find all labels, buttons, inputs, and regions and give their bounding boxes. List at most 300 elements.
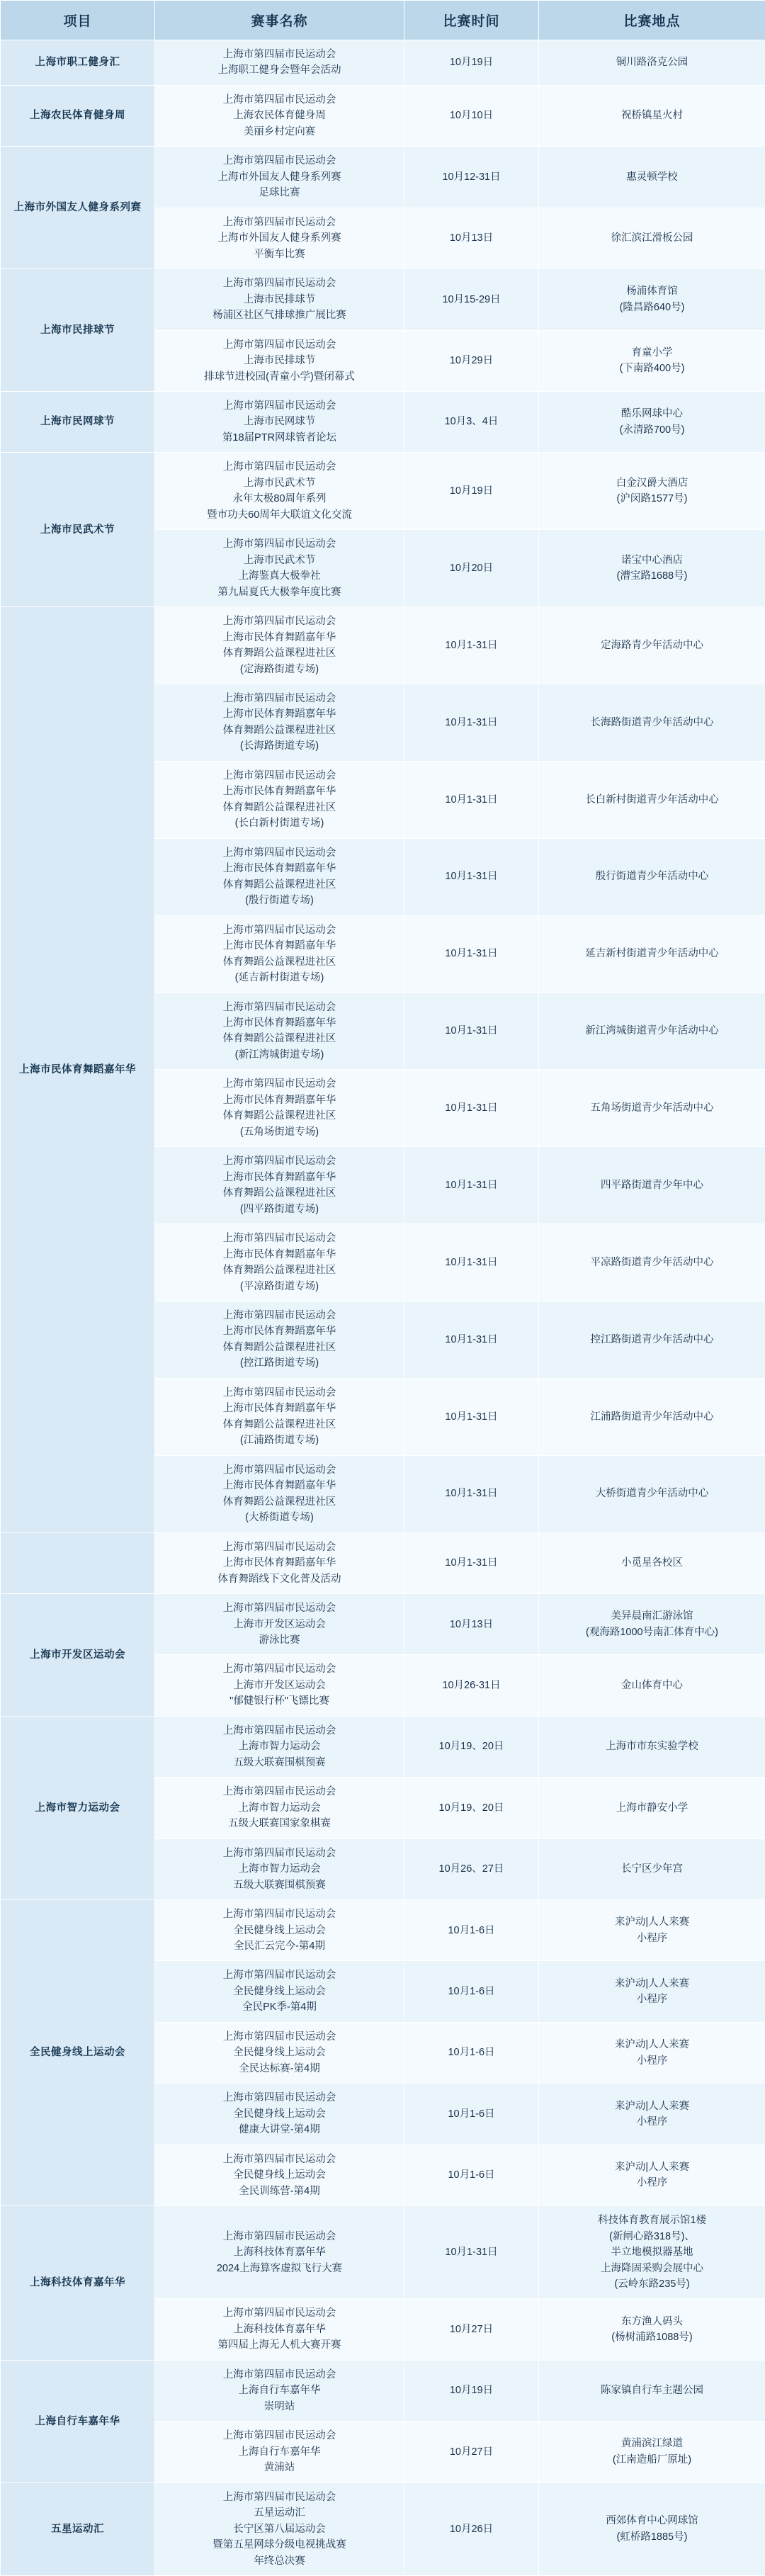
event-name-line: (五角场街道专场): [161, 1124, 398, 1140]
event-name-line: 上海职工健身会暨年会活动: [161, 62, 398, 78]
event-name-line: 上海鉴真大极拳社: [161, 568, 398, 584]
event-place-cell: [539, 269, 765, 330]
event-name-line: 上海农民体育健身周: [161, 108, 398, 123]
event-name-line: (江浦路街道专场): [161, 1433, 398, 1448]
event-name-line: 崇明站: [161, 2399, 398, 2414]
event-place-line: 来沪动|人人来赛: [545, 2098, 759, 2114]
table-row: [1, 1716, 765, 1777]
table-row: [1, 391, 765, 452]
event-place-cell: [539, 993, 765, 1070]
event-name-cell: [155, 1224, 404, 1301]
event-name-cell: [155, 838, 404, 915]
event-name-line: 上海市民体育舞蹈嘉年华: [161, 938, 398, 954]
event-name-line: 第18届PTR网球管者论坛: [161, 430, 398, 446]
event-name-line: 上海市民体育舞蹈嘉年华: [161, 1170, 398, 1185]
event-place-line: 白金汉爵大酒店: [545, 475, 759, 491]
event-place-cell: [539, 1716, 765, 1777]
event-place-line: (杨树浦路1088号): [545, 2329, 759, 2345]
event-name-line: 全民PK季-第4期: [161, 1999, 398, 2015]
event-name-line: 上海市第四届市民运动会: [161, 691, 398, 706]
event-place-line: 四平路街道青少年中心: [545, 1177, 759, 1193]
event-place-line: 上海降固采购会展中心: [545, 2261, 759, 2276]
event-name-line: 体育舞蹈公益课程进社区: [161, 877, 398, 893]
header-cell-event-time: 比赛时间: [404, 1, 539, 40]
event-place-line: 长海路街道青少年活动中心: [545, 715, 759, 730]
event-time-cell: 10月3、4日: [404, 391, 539, 452]
event-name-line: 上海市第四届市民运动会: [161, 614, 398, 629]
event-name-line: 足球比赛: [161, 185, 398, 200]
event-name-line: 上海市第四届市民运动会: [161, 337, 398, 353]
table-row: [1, 2360, 765, 2421]
event-name-line: 排球节进校园(青童小学)暨闭幕式: [161, 369, 398, 385]
event-name-line: 上海市第四届市民运动会: [161, 1385, 398, 1401]
event-name-cell: [155, 993, 404, 1070]
event-time-cell: 10月1-31日: [404, 1301, 539, 1379]
event-name-line: 年终总决赛: [161, 2553, 398, 2569]
category-cell: 上海农民体育健身周: [1, 85, 155, 146]
event-name-line: 体育舞蹈公益课程进社区: [161, 1185, 398, 1201]
event-name-cell: [155, 40, 404, 86]
event-place-line: 东方渔人码头: [545, 2314, 759, 2329]
event-name-line: 上海市外国友人健身系列赛: [161, 230, 398, 246]
event-place-cell: [539, 2482, 765, 2575]
event-name-line: (四平路街道专场): [161, 1202, 398, 1217]
event-name-line: (延吉新村街道专场): [161, 970, 398, 985]
event-time-cell: 10月19日: [404, 2360, 539, 2421]
event-name-line: 上海市民体育舞蹈嘉年华: [161, 1092, 398, 1108]
event-place-line: 来沪动|人人来赛: [545, 2159, 759, 2175]
event-place-line: 延吉新村街道青少年活动中心: [545, 946, 759, 961]
event-time-cell: 10月1-31日: [404, 1455, 539, 1532]
event-name-line: 平衡车比赛: [161, 247, 398, 262]
event-place-cell: [539, 453, 765, 530]
event-name-cell: [155, 208, 404, 269]
table-row: [1, 147, 765, 208]
event-time-cell: 10月27日: [404, 2422, 539, 2482]
event-name-line: 全民汇云完今-第4期: [161, 1938, 398, 1954]
event-name-cell: [155, 1147, 404, 1224]
event-name-line: 上海市第四届市民运动会: [161, 2428, 398, 2444]
event-place-cell: [539, 330, 765, 391]
event-name-cell: [155, 1532, 404, 1593]
event-place-line: (虹桥路1885号): [545, 2529, 759, 2545]
event-name-line: 全民训练营-第4期: [161, 2184, 398, 2199]
event-place-line: 西郊体育中心网球馆: [545, 2513, 759, 2529]
event-time-cell: 10月19日: [404, 40, 539, 86]
event-place-cell: [539, 1961, 765, 2022]
event-name-cell: [155, 85, 404, 146]
event-name-line: "郁健银行杯"飞镖比赛: [161, 1693, 398, 1709]
event-place-line: 杨浦体育馆: [545, 283, 759, 299]
event-name-line: 上海市民体育舞蹈嘉年华: [161, 784, 398, 799]
event-name-line: 2024上海算客虚拟飞行大赛: [161, 2261, 398, 2276]
event-name-cell: [155, 2145, 404, 2205]
event-name-line: 体育舞蹈公益课程进社区: [161, 1108, 398, 1124]
event-name-line: 全民健身线上运动会: [161, 1923, 398, 1938]
event-place-line: (江南造船厂原址): [545, 2452, 759, 2468]
event-time-cell: 10月13日: [404, 1594, 539, 1655]
event-name-line: 体育舞蹈公益课程进社区: [161, 1340, 398, 1355]
event-place-cell: [539, 607, 765, 684]
event-name-line: 上海市民体育舞蹈嘉年华: [161, 1323, 398, 1339]
event-place-cell: [539, 684, 765, 762]
event-place-line: 来沪动|人人来赛: [545, 1976, 759, 1992]
event-name-line: 五级大联赛围棋预赛: [161, 1755, 398, 1770]
event-time-cell: 10月26-31日: [404, 1655, 539, 1716]
event-name-line: 上海市民武术节: [161, 553, 398, 568]
event-place-line: (沪闵路1577号): [545, 491, 759, 507]
event-name-line: 上海市民排球节: [161, 353, 398, 368]
event-place-line: 来沪动|人人来赛: [545, 1914, 759, 1930]
event-time-cell: 10月1-31日: [404, 761, 539, 838]
event-place-cell: [539, 40, 765, 86]
category-cell: 上海市外国友人健身系列赛: [1, 147, 155, 269]
event-name-line: 全民健身线上运动会: [161, 2106, 398, 2122]
event-name-line: 上海市第四届市民运动会: [161, 1784, 398, 1800]
event-place-line: 惠灵顿学校: [545, 169, 759, 185]
event-place-line: 大桥街道青少年活动中心: [545, 1486, 759, 1501]
event-name-line: 上海市民体育舞蹈嘉年华: [161, 1247, 398, 1262]
table-row: [1, 2206, 765, 2299]
header-cell-project: 项目: [1, 1, 155, 40]
event-place-line: 殷行街道青少年活动中心: [545, 869, 759, 884]
event-name-cell: [155, 1594, 404, 1655]
event-time-cell: 10月26日: [404, 2482, 539, 2575]
event-name-cell: [155, 2422, 404, 2482]
event-name-cell: [155, 2360, 404, 2421]
event-name-cell: [155, 2084, 404, 2145]
event-name-cell: [155, 1716, 404, 1777]
event-time-cell: 10月12-31日: [404, 147, 539, 208]
header-row: [1, 1, 765, 40]
event-place-line: 上海市市东实验学校: [545, 1739, 759, 1754]
event-name-line: (平凉路街道专场): [161, 1279, 398, 1294]
event-name-line: 上海市第四届市民运动会: [161, 2367, 398, 2383]
header-cell-event-place: 比赛地点: [539, 1, 765, 40]
event-name-line: 上海自行车嘉年华: [161, 2444, 398, 2460]
event-name-line: 上海市智力运动会: [161, 1739, 398, 1754]
event-place-cell: [539, 1532, 765, 1593]
event-name-cell: [155, 2206, 404, 2299]
event-place-line: 小程序: [545, 2175, 759, 2191]
event-place-line: (永清路700号): [545, 422, 759, 438]
event-name-line: 全民健身线上运动会: [161, 1984, 398, 1999]
event-name-line: 体育舞蹈公益课程进社区: [161, 723, 398, 738]
event-name-cell: [155, 607, 404, 684]
event-name-line: (定海路街道专场): [161, 662, 398, 677]
event-name-cell: [155, 453, 404, 530]
event-time-cell: 10月1-31日: [404, 915, 539, 993]
category-cell: 上海市智力运动会: [1, 1716, 155, 1899]
event-place-cell: [539, 391, 765, 452]
event-time-cell: 10月29日: [404, 330, 539, 391]
event-name-line: 暨市功夫60周年大联谊文化交流: [161, 507, 398, 523]
event-place-cell: [539, 761, 765, 838]
event-place-cell: [539, 2145, 765, 2205]
event-name-line: 五级大联赛围棋预赛: [161, 1877, 398, 1893]
event-place-line: (漕宝路1688号): [545, 568, 759, 584]
event-time-cell: 10月1-6日: [404, 2145, 539, 2205]
event-name-line: 上海市民网球节: [161, 414, 398, 429]
table-row: [1, 453, 765, 530]
event-name-line: (控江路街道专场): [161, 1355, 398, 1371]
event-place-cell: [539, 208, 765, 269]
event-name-line: (大桥街道专场): [161, 1510, 398, 1525]
event-name-line: 游泳比赛: [161, 1632, 398, 1648]
event-time-cell: 10月13日: [404, 208, 539, 269]
event-place-line: 小程序: [545, 1992, 759, 2007]
event-name-line: 五级大联赛国家象棋赛: [161, 1816, 398, 1831]
event-place-cell: [539, 1655, 765, 1716]
event-place-line: 育童小学: [545, 345, 759, 361]
event-name-line: 体育舞蹈公益课程进社区: [161, 1031, 398, 1046]
event-place-cell: [539, 838, 765, 915]
event-name-line: 体育舞蹈公益课程进社区: [161, 800, 398, 815]
event-place-cell: [539, 2206, 765, 2299]
event-name-line: 美丽乡村定向赛: [161, 124, 398, 140]
event-name-line: 上海市民排球节: [161, 292, 398, 307]
event-time-cell: 10月1-6日: [404, 2022, 539, 2083]
event-name-line: 上海市民体育舞蹈嘉年华: [161, 706, 398, 722]
table-row: [1, 1532, 765, 1593]
event-name-line: 上海市民体育舞蹈嘉年华: [161, 1478, 398, 1493]
event-name-line: 上海市第四届市民运动会: [161, 1906, 398, 1922]
event-place-line: 小程序: [545, 2114, 759, 2130]
event-name-cell: [155, 391, 404, 452]
event-place-cell: [539, 915, 765, 993]
event-name-cell: [155, 761, 404, 838]
event-name-line: 上海市开发区运动会: [161, 1678, 398, 1693]
event-time-cell: 10月19日: [404, 453, 539, 530]
event-name-cell: [155, 2022, 404, 2083]
event-time-cell: 10月1-6日: [404, 2084, 539, 2145]
event-place-line: (云岭东路235号): [545, 2276, 759, 2292]
event-place-cell: [539, 2022, 765, 2083]
event-time-cell: 10月10日: [404, 85, 539, 146]
event-name-line: 永年太极80周年系列: [161, 491, 398, 507]
event-time-cell: 10月1-31日: [404, 838, 539, 915]
header-cell-event-name: 赛事名称: [155, 1, 404, 40]
event-place-line: (下南路400号): [545, 361, 759, 376]
event-time-cell: 10月1-31日: [404, 1070, 539, 1147]
event-place-line: 半立地模拟器基地: [545, 2244, 759, 2260]
event-name-line: 上海市第四届市民运动会: [161, 215, 398, 230]
event-time-cell: 10月1-6日: [404, 1900, 539, 1961]
event-name-line: 体育舞蹈公益课程进社区: [161, 954, 398, 970]
event-name-line: 上海自行车嘉年华: [161, 2383, 398, 2398]
event-time-cell: 10月1-31日: [404, 993, 539, 1070]
event-name-line: 上海市第四届市民运动会: [161, 1723, 398, 1739]
event-place-cell: [539, 1378, 765, 1455]
event-time-cell: 10月1-31日: [404, 607, 539, 684]
event-name-cell: [155, 147, 404, 208]
event-place-cell: [539, 530, 765, 607]
event-time-cell: 10月1-31日: [404, 2206, 539, 2299]
event-time-cell: 10月15-29日: [404, 269, 539, 330]
event-place-line: 长白新村街道青少年活动中心: [545, 792, 759, 808]
event-name-line: 全民健身线上运动会: [161, 2045, 398, 2060]
event-place-cell: [539, 85, 765, 146]
category-cell: 上海市民排球节: [1, 269, 155, 392]
event-name-cell: [155, 269, 404, 330]
event-name-line: (新江湾城街道专场): [161, 1047, 398, 1063]
event-name-line: 上海市第四届市民运动会: [161, 1967, 398, 1983]
event-name-line: 上海市第四届市民运动会: [161, 1846, 398, 1861]
event-place-line: 来沪动|人人来赛: [545, 2037, 759, 2052]
event-name-line: 上海市第四届市民运动会: [161, 1231, 398, 1246]
event-time-cell: 10月1-31日: [404, 1224, 539, 1301]
event-name-line: 上海市第四届市民运动会: [161, 845, 398, 861]
event-name-line: 体育舞蹈线下文化普及活动: [161, 1571, 398, 1587]
event-place-line: 祝桥镇星火村: [545, 108, 759, 123]
category-cell: 全民健身线上运动会: [1, 1900, 155, 2206]
event-name-line: 上海科技体育嘉年华: [161, 2322, 398, 2337]
event-place-cell: [539, 2299, 765, 2360]
event-name-line: 上海市第四届市民运动会: [161, 536, 398, 552]
event-place-line: 徐汇滨江滑板公园: [545, 230, 759, 246]
event-name-cell: [155, 330, 404, 391]
event-name-line: 全民达标赛-第4期: [161, 2061, 398, 2077]
event-time-cell: 10月19、20日: [404, 1716, 539, 1777]
event-place-line: 长宁区少年宫: [545, 1861, 759, 1877]
event-name-cell: [155, 530, 404, 607]
event-name-line: 上海市民武术节: [161, 475, 398, 491]
event-name-line: 上海市民体育舞蹈嘉年华: [161, 1401, 398, 1416]
event-name-line: 全民健身线上运动会: [161, 2167, 398, 2183]
event-name-line: 上海市第四届市民运动会: [161, 1000, 398, 1015]
table-row: [1, 40, 765, 86]
event-place-line: 新江湾城街道青少年活动中心: [545, 1023, 759, 1039]
category-cell: 上海市民体育舞蹈嘉年华: [1, 607, 155, 1533]
table-row: [1, 607, 765, 684]
event-name-line: 上海市民体育舞蹈嘉年华: [161, 1015, 398, 1031]
event-name-line: 上海市民体育舞蹈嘉年华: [161, 1555, 398, 1571]
event-time-cell: 10月20日: [404, 530, 539, 607]
event-place-line: 科技体育教育展示馆1楼: [545, 2213, 759, 2228]
event-name-cell: [155, 915, 404, 993]
event-name-cell: [155, 2482, 404, 2575]
event-name-cell: [155, 684, 404, 762]
event-time-cell: 10月27日: [404, 2299, 539, 2360]
event-place-line: 控江路街道青少年活动中心: [545, 1332, 759, 1348]
event-name-line: 上海市智力运动会: [161, 1861, 398, 1877]
event-place-line: 小觅星各校区: [545, 1555, 759, 1571]
table-row: [1, 1900, 765, 1961]
event-place-line: (隆昌路640号): [545, 300, 759, 315]
category-cell: 上海市民武术节: [1, 453, 155, 607]
category-cell: 上海市开发区运动会: [1, 1594, 155, 1717]
event-name-cell: [155, 1455, 404, 1532]
event-name-line: 上海市第四届市民运动会: [161, 2305, 398, 2321]
event-place-cell: [539, 2084, 765, 2145]
event-name-line: 第四届上海无人机大赛开赛: [161, 2337, 398, 2353]
event-name-line: 暨第五星网球分级电视挑战赛: [161, 2537, 398, 2553]
event-place-line: 定海路青少年活动中心: [545, 638, 759, 653]
event-name-line: 上海市民体育舞蹈嘉年华: [161, 861, 398, 876]
event-name-line: 上海市第四届市民运动会: [161, 1462, 398, 1478]
event-name-line: 上海市第四届市民运动会: [161, 1308, 398, 1323]
table-row: [1, 269, 765, 330]
event-name-line: 上海市第四届市民运动会: [161, 2229, 398, 2244]
event-place-line: 金山体育中心: [545, 1678, 759, 1693]
event-name-line: 上海市第四届市民运动会: [161, 2152, 398, 2167]
category-cell: 五星运动汇: [1, 2482, 155, 2575]
event-place-line: 五角场街道青少年活动中心: [545, 1100, 759, 1116]
event-place-line: 小程序: [545, 1931, 759, 1946]
event-place-cell: [539, 2422, 765, 2482]
event-name-line: 长宁区第八届运动会: [161, 2521, 398, 2537]
category-cell: 上海市职工健身汇: [1, 40, 155, 86]
event-name-line: 上海市第四届市民运动会: [161, 276, 398, 291]
event-name-line: 上海市第四届市民运动会: [161, 1600, 398, 1616]
event-name-line: 上海市智力运动会: [161, 1800, 398, 1816]
event-time-cell: 10月19、20日: [404, 1778, 539, 1838]
event-place-line: 美异晨南汇游泳馆: [545, 1608, 759, 1624]
event-name-line: 上海市第四届市民运动会: [161, 459, 398, 475]
event-name-line: 上海市第四届市民运动会: [161, 47, 398, 62]
event-name-line: 上海市第四届市民运动会: [161, 922, 398, 938]
event-time-cell: 10月26、27日: [404, 1838, 539, 1899]
event-name-line: 五星运动汇: [161, 2505, 398, 2521]
event-name-cell: [155, 2299, 404, 2360]
event-name-line: 上海市外国友人健身系列赛: [161, 169, 398, 185]
event-name-cell: [155, 1070, 404, 1147]
event-place-cell: [539, 1838, 765, 1899]
event-time-cell: 10月1-31日: [404, 1147, 539, 1224]
event-place-line: 酷乐网球中心: [545, 406, 759, 422]
event-place-line: 平凉路街道青少年活动中心: [545, 1255, 759, 1270]
event-name-line: 体育舞蹈公益课程进社区: [161, 1262, 398, 1278]
event-place-line: 诺宝中心酒店: [545, 553, 759, 568]
event-place-cell: [539, 1594, 765, 1655]
event-name-line: 上海市第四届市民运动会: [161, 2090, 398, 2106]
event-place-line: (新闸心路318号)、: [545, 2229, 759, 2244]
event-place-cell: [539, 1778, 765, 1838]
category-cell-continuation: [1, 1532, 155, 1593]
event-name-line: (长白新村街道专场): [161, 815, 398, 831]
event-name-line: 上海科技体育嘉年华: [161, 2244, 398, 2260]
event-time-cell: 10月1-31日: [404, 1378, 539, 1455]
event-name-cell: [155, 1838, 404, 1899]
category-cell: 上海科技体育嘉年华: [1, 2206, 155, 2361]
event-place-line: 铜川路洛克公园: [545, 55, 759, 70]
event-name-cell: [155, 1378, 404, 1455]
event-name-cell: [155, 1900, 404, 1961]
event-place-line: 上海市静安小学: [545, 1800, 759, 1816]
table-row: [1, 85, 765, 146]
event-name-line: 第九届夏氏大极拳年度比赛: [161, 584, 398, 600]
event-time-cell: 10月1-31日: [404, 684, 539, 762]
event-place-cell: [539, 1147, 765, 1224]
event-name-cell: [155, 1655, 404, 1716]
category-cell: 上海自行车嘉年华: [1, 2360, 155, 2482]
table-row: [1, 1594, 765, 1655]
category-cell: 上海市民网球节: [1, 391, 155, 452]
event-place-cell: [539, 147, 765, 208]
event-place-cell: [539, 1224, 765, 1301]
event-name-line: 上海市第四届市民运动会: [161, 2490, 398, 2505]
event-name-line: 健康大讲堂-第4期: [161, 2122, 398, 2137]
event-place-cell: [539, 1070, 765, 1147]
event-place-line: 小程序: [545, 2053, 759, 2069]
table-body: [1, 40, 765, 2576]
event-name-cell: [155, 1961, 404, 2022]
event-place-line: (观海路1000号南汇体育中心): [545, 1625, 759, 1640]
event-name-line: 上海市第四届市民运动会: [161, 398, 398, 414]
event-name-cell: [155, 1778, 404, 1838]
event-time-cell: 10月1-6日: [404, 1961, 539, 2022]
event-name-line: 上海市开发区运动会: [161, 1617, 398, 1632]
